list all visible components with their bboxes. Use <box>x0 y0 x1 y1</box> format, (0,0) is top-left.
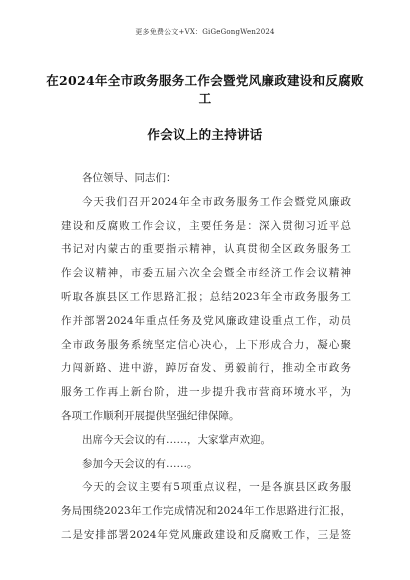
body-text-line: 务局围绕2023年工作完成情况和2024年工作思路进行汇报， <box>61 505 351 518</box>
body-text-line: 书记对内蒙古的重要指示精神，认真贯彻全区政务服务工 <box>61 243 351 256</box>
body-text-line: 各项工作顺利开展提供坚强纪律保障。 <box>61 409 240 422</box>
body-text-line: 出席今天会议的有……，大家掌声欢迎。 <box>82 433 271 446</box>
body-text-line: 听取各旗县区工作思路汇报；总结2023年全市政务服务工 <box>61 290 351 303</box>
document-title-line-2: 作会议上的主持讲话 <box>147 127 263 142</box>
body-text-line: 作并部署2024年重点任务及党风廉政建设重点工作，动员 <box>61 314 351 327</box>
body-text-line: 全市政务服务系统坚定信心决心，上下形成合力，凝心聚 <box>61 338 351 351</box>
speech-body <box>61 167 351 548</box>
body-text-line: 各位领导、同志们： <box>82 172 177 184</box>
body-text-line: 参加今天会议的有……。 <box>82 457 198 470</box>
body-text-line: 作会议精神，市委五届六次全会暨全市经济工作会议精神 <box>61 267 351 280</box>
body-text-line: 建设和反腐败工作会议，主要任务是：深入贯彻习近平总 <box>61 219 351 232</box>
body-text-line: 今天我们召开2024年全市政务服务工作会暨党风廉政 <box>82 195 351 208</box>
body-text-line: 今天的会议主要有5项重点议程，一是各旗县区政务服 <box>82 481 351 494</box>
document-title-line-1: 在2024年全市政务服务工作会暨党风廉政建设和反腐败工 <box>46 73 364 106</box>
body-text-line: 力闯新路、进中游，踔厉奋发、勇毅前行，推动全市政务 <box>61 362 351 375</box>
body-text-line: 服务工作再上新台阶，进一步提升我市营商环境水平，为 <box>61 386 351 399</box>
body-text-line: 二是安排部署2024年党风廉政建设和反腐败工作，三是签 <box>61 528 351 541</box>
header-note: 更多免费公文+VX：GiGeGongWen2024 <box>135 28 275 36</box>
